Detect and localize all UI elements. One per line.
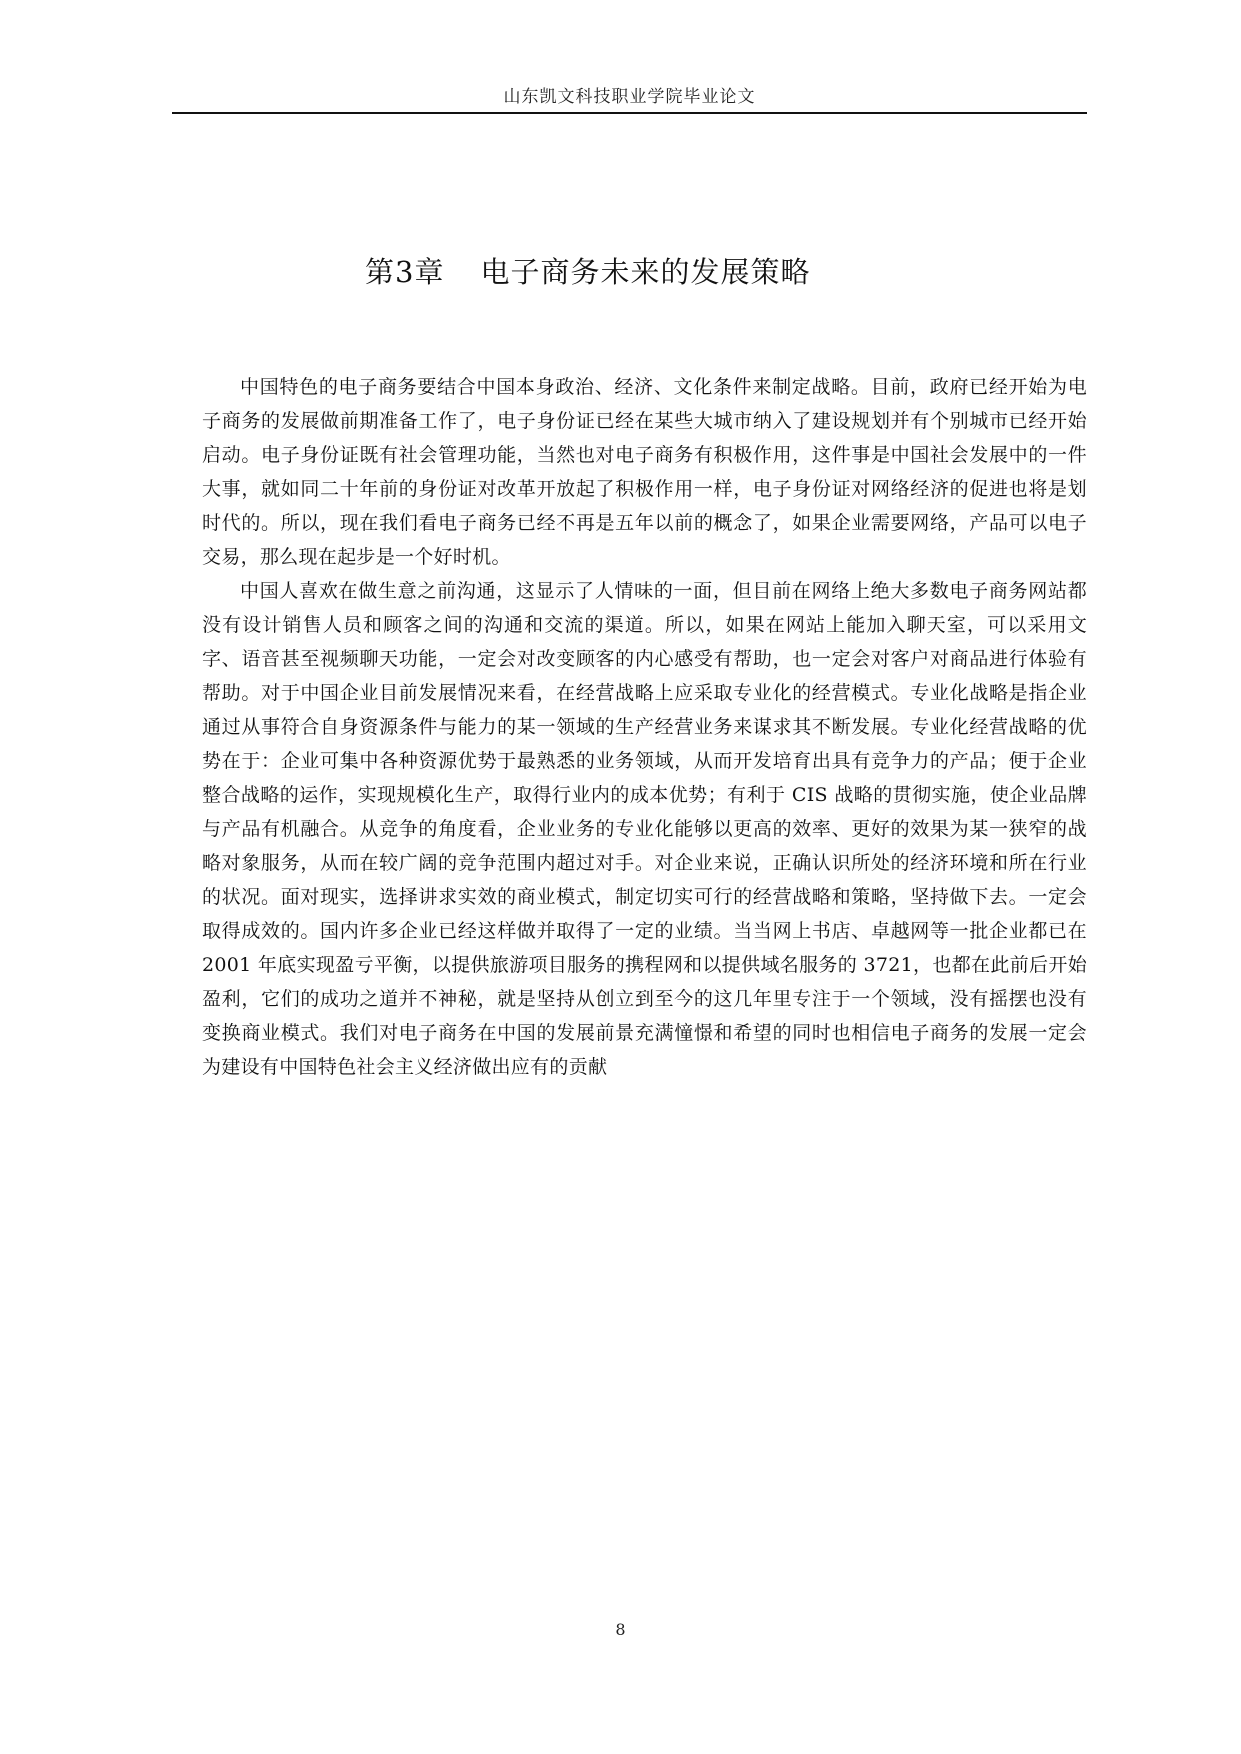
paragraph-1: 中国特色的电子商务要结合中国本身政治、经济、文化条件来制定战略。目前，政府已经开始为电子商务的发展做前期准备工作了，电子身份证已经在某些大城市纳入了建设规划并有个别城市已经开始启动。电子身份证既有社会管理功能，当然也对电子商务有积极作用，这件事是中国社会发展中的一件大事，就如同二十年前的身份证对改革开放起了积极作用一样，电子身份证对网络经济的促进也将是划时代的。所以，现在我们看电子商务已经不再是五年以前的概念了，如果企业需要网络，产品可以电子交易，那么现在起步是一个好时机。 (202, 376, 1087, 568)
body-text (202, 370, 1087, 1084)
page-header: 山东凯文科技职业学院毕业论文 (503, 87, 756, 107)
chapter-title (365, 250, 810, 291)
header-rule (172, 112, 1087, 114)
chapter-number: 第3章 (365, 255, 445, 289)
chapter-name: 电子商务未来的发展策略 (480, 255, 811, 289)
paragraph-2: 中国人喜欢在做生意之前沟通，这显示了人情味的一面，但目前在网络上绝大多数电子商务网站都没有设计销售人员和顾客之间的沟通和交流的渠道。所以，如果在网站上能加入聊天室，可以采用文字、语音甚至视频聊天功能，一定会对改变顾客的内心感受有帮助，也一定会对客户对商品进行体验有帮助。对于中国企业目前发展情况来看，在经营战略上应采取专业化的经营模式。专业化战略是指企业通过从事符合自身资源条件与能力的某一领域的生产经营业务来谋求其不断发展。专业化经营战略的优势在于：企业可集中各种资源优势于最熟悉的业务领域，从而开发培育出具有竞争力的产品；便于企业整合战略的运作，实现规模化生产，取得行业内的成本优势；有利于 CIS 战略的贯彻实施，使企业品牌与产品有机融合。从竞争的角度看，企业业务的专业化能够以更高的效率、更好的效果为某一狭窄的战略对象服务，从而在较广阔的竞争范围内超过对手。对企业来说，正确认识所处的经济环境和所在行业的状况。面对现实，选择讲求实效的商业模式，制定切实可行的经营战略和策略，坚持做下去。一定会取得成效的。国内许多企业已经这样做并取得了一定的业绩。当当网上书店、卓越网等一批企业都已在 2001 年底实现盈亏平衡，以提供旅游项目服务的携程网和以提供域名服务的 3721，也都在此前后开始盈利，它们的成功之道并不神秘，就是坚持从创立到至今的这几年里专注于一个领域，没有摇摆也没有变换商业模式。我们对电子商务在中国的发展前景充满憧憬和希望的同时也相信电子商务的发展一定会为建设有中国特色社会主义经济做出应有的贡献 (202, 580, 1087, 1078)
page-number: 8 (615, 1620, 626, 1639)
